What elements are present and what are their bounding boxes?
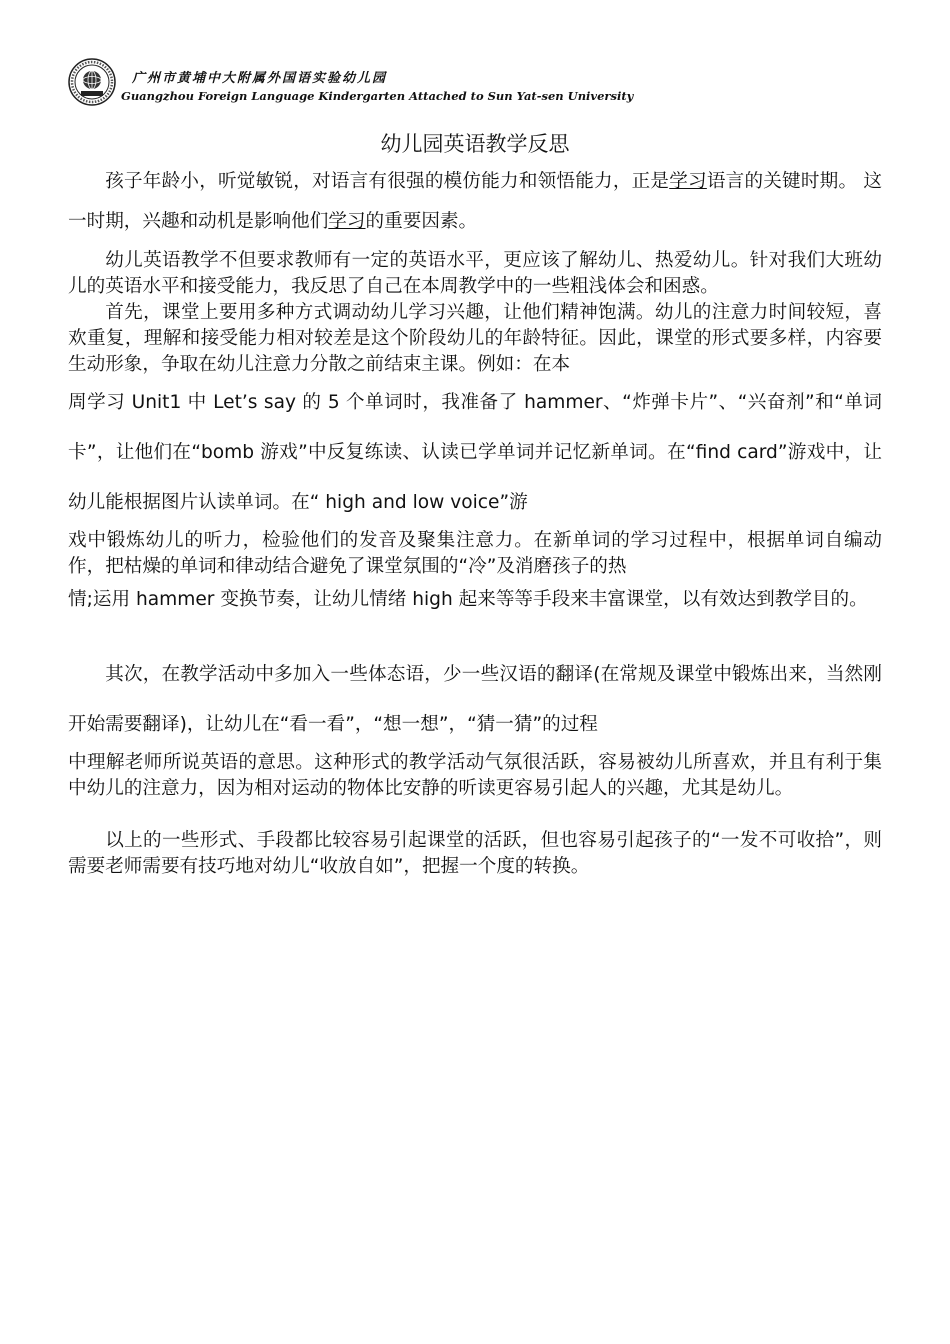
school-emblem-icon bbox=[68, 58, 116, 106]
paragraph-5: 以上的一些形式、手段都比较容易引起课堂的活跃，但也容易引起孩子的“一发不可收拾”，则需要老师需要有技巧地对幼儿“收放自如”，把握一个度的转换。 bbox=[68, 830, 882, 877]
paragraph-3-cont-2: 戏中锻炼幼儿的听力，检验他们的发音及聚集注意力。在新单词的学习过程中，根据单词自编动作，把枯燥的单词和律动结合避免了课堂氛围的“冷”及消磨孩子的热 bbox=[68, 530, 882, 577]
paragraph-1-text-b: 语言的关键时期。 这一时期，兴趣和动机是影响他们 bbox=[68, 171, 882, 232]
letterhead bbox=[68, 58, 634, 108]
paragraph-3: 首先，课堂上要用多种方式调动幼儿学习兴趣，让他们精神饱满。幼儿的注意力时间较短，喜欢重复，理解和接受能力相对较差是这个阶段幼儿的年龄特征。因此，课堂的形式要多样，内容要生动形象，争取在幼儿注意力分散之前结束主课。例如：在本 bbox=[68, 302, 882, 375]
paragraph-3-cont-3: 情;运用 hammer 变换节奏，让幼儿情绪 high 起来等等手段来丰富课堂，以有效达到教学目的。 bbox=[68, 589, 868, 610]
document-body bbox=[68, 162, 882, 880]
school-name-cn: 广州市黄埔中大附属外国语实验幼儿园 bbox=[132, 71, 388, 86]
paragraph-1 bbox=[68, 162, 882, 242]
paragraph-1-text-c: 的重要因素。 bbox=[365, 211, 478, 232]
paragraph-1-text-a: 孩子年龄小，听觉敏锐，对语言有很强的模仿能力和领悟能力，正是 bbox=[105, 171, 670, 192]
paragraph-1-underlined-1: 学习 bbox=[669, 171, 707, 192]
paragraph-4: 其次，在教学活动中多加入一些体态语，少一些汉语的翻译(在常规及课堂中锻炼出来，当然刚开始需要翻译)，让幼儿在“看一看”，“想一想”，“猜一猜”的过程 bbox=[68, 664, 882, 735]
paragraph-3-cont-1: 周学习 Unit1 中 Let’s say 的 5 个单词时，我准备了 hammer、“炸弹卡片”、“兴奋剂”和“单词卡”，让他们在“bomb 游戏”中反复练读、认读已学单词并记忆新单词。在“find card”游戏中，让幼儿能根据图片认读单词。在“ high and low voice”游 bbox=[68, 392, 882, 513]
document-title: 幼儿园英语教学反思 bbox=[380, 132, 570, 156]
paragraph-2: 幼儿英语教学不但要求教师有一定的英语水平，更应该了解幼儿、热爱幼儿。针对我们大班幼儿的英语水平和接受能力，我反思了自己在本周教学中的一些粗浅体会和困惑。 bbox=[68, 250, 882, 297]
school-name-en: Guangzhou Foreign Language Kindergarten Attached to Sun Yat-sen University bbox=[121, 89, 634, 103]
paragraph-1-underlined-2: 学习 bbox=[328, 211, 366, 232]
paragraph-4-cont: 中理解老师所说英语的意思。这种形式的教学活动气氛很活跃，容易被幼儿所喜欢，并且有利于集中幼儿的注意力，因为相对运动的物体比安静的听读更容易引起人的兴趣，尤其是幼儿。 bbox=[68, 752, 882, 799]
